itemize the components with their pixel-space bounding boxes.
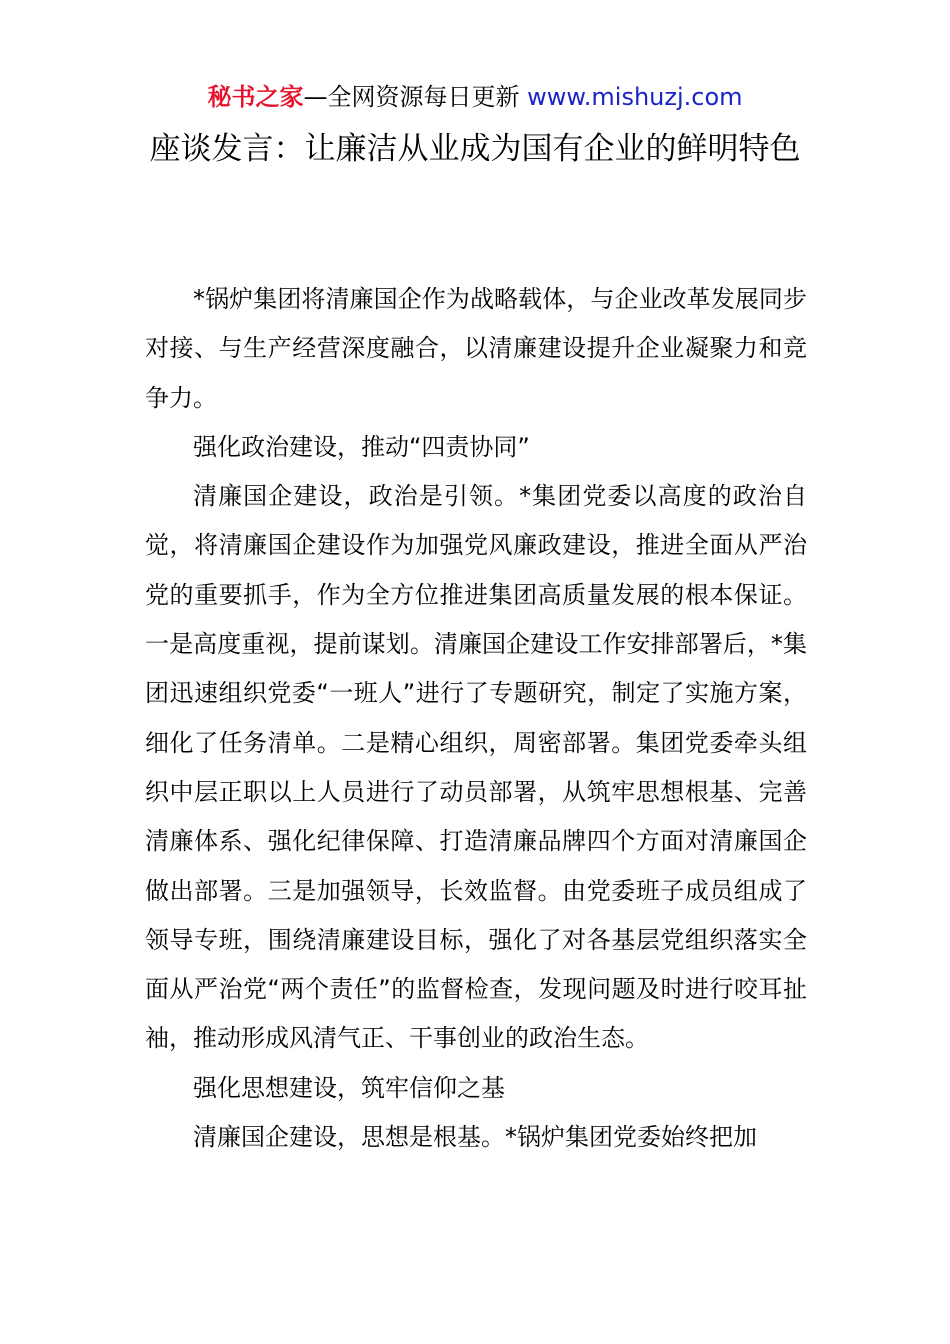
section-heading-ideological: 强化思想建设，筑牢信仰之基: [193, 1073, 505, 1102]
site-url-link[interactable]: www.mishuzj.com: [527, 83, 743, 111]
document-body: [145, 275, 807, 1162]
paragraph-ideological: 清廉国企建设，思想是根基。*锅炉集团党委始终把加: [193, 1123, 757, 1152]
brand-name: 秘书之家: [207, 83, 304, 111]
section-heading-political: 强化政治建设，推动“四责协同”: [193, 432, 530, 461]
paragraph-intro: *锅炉集团将清廉国企作为战略载体，与企业改革发展同步对接、与生产经营深度融合，以清廉建设提升企业凝聚力和竞争力。: [145, 285, 807, 412]
site-header: [0, 80, 950, 114]
header-tagline: —全网资源每日更新: [303, 83, 528, 111]
document-title: 座谈发言：让廉洁从业成为国有企业的鲜明特色: [149, 131, 801, 167]
paragraph-political: 清廉国企建设，政治是引领。*集团党委以高度的政治自觉，将清廉国企建设作为加强党风廉政建设，推进全面从严治党的重要抓手，作为全方位推进集团高质量发展的根本保证。一是高度重视，提前谋划。清廉国企建设工作安排部署后，*集团迅速组织党委“一班人”进行了专题研究，制定了实施方案，细化了任务清单。二是精心组织，周密部署。集团党委牵头组织中层正职以上人员进行了动员部署，从筑牢思想根基、完善清廉体系、强化纪律保障、打造清廉品牌四个方面对清廉国企做出部署。三是加强领导，长效监督。由党委班子成员组成了领导专班，围绕清廉建设目标，强化了对各基层党组织落实全面从严治党“两个责任”的监督检查，发现问题及时进行咬耳扯袖，推动形成风清气正、干事创业的政治生态。: [145, 482, 807, 1053]
